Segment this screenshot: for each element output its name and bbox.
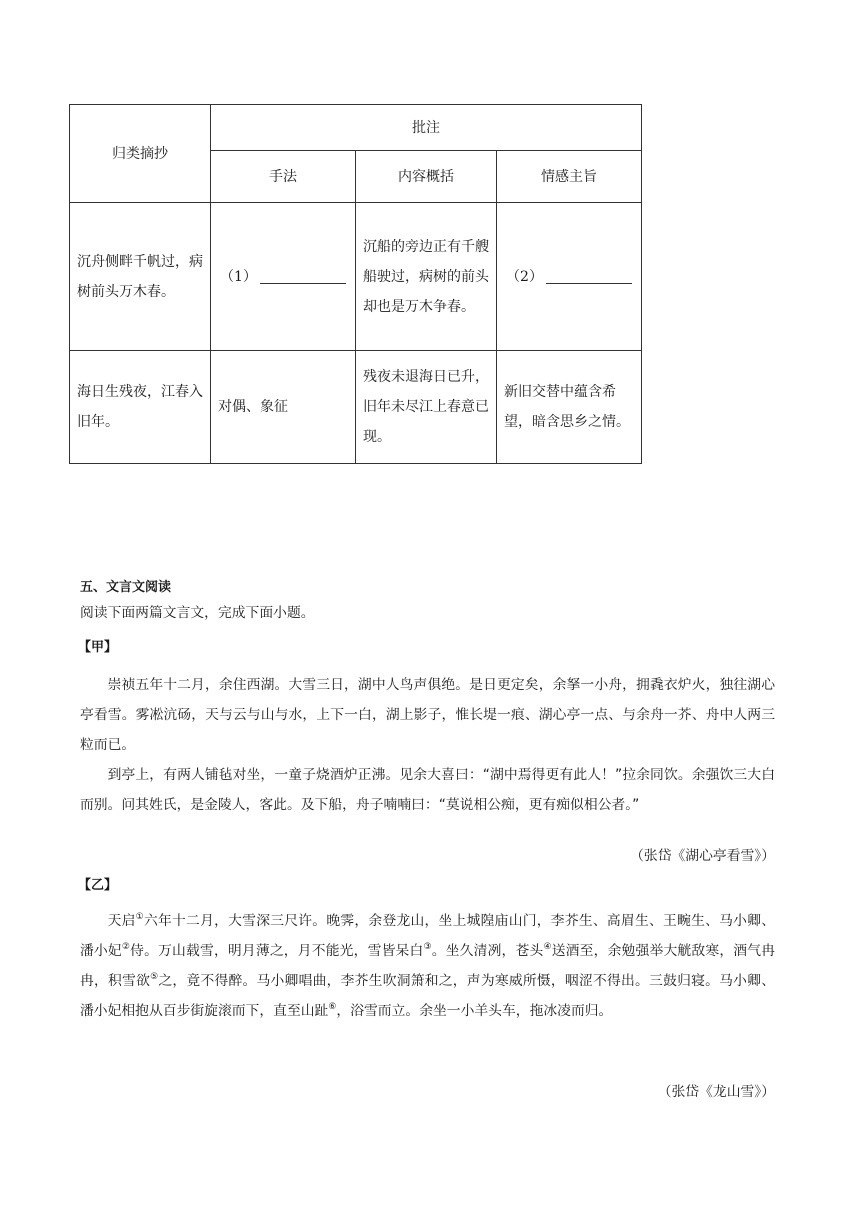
passage-a-paragraph-2: 到亭上，有两人铺毡对坐，一童子烧酒炉正沸。见余大喜曰：“湖中焉得更有此人！”拉余同饮。余强饮三大白而别。问其姓氏，是金陵人，客此。及下船，舟子喃喃曰：“莫说相公痴，更有痴似相公者。” [80, 767, 775, 813]
table-row [70, 351, 642, 464]
blank-label-1: （1） [220, 268, 257, 285]
passage-a-paragraph-1: 崇祯五年十二月，余住西湖。大雪三日，湖中人鸟声俱绝。是日更定矣，余拏一小舟，拥毳衣炉火，独往湖心亭看雪。雾凇沆砀，天与云与山与水，上下一白，湖上影子，惟长堤一痕、湖心亭一点、与余舟一芥、舟中人两三粒而已。 [80, 677, 775, 753]
summary-cell: 沉船的旁边正有千艘船驶过，病树的前头却也是万木争春。 [356, 203, 497, 351]
passage-a-label: 【甲】 [78, 640, 118, 655]
answer-blank-2[interactable] [546, 268, 632, 284]
footnote-ref: ① [135, 912, 144, 922]
header-emotion: 情感主旨 [497, 151, 642, 203]
header-annotation: 批注 [211, 105, 642, 151]
header-summary: 内容概括 [356, 151, 497, 203]
footnote-ref: ④ [543, 942, 552, 952]
method-cell [211, 203, 356, 351]
annotation-table [69, 104, 642, 464]
passage-b-label: 【乙】 [78, 878, 118, 893]
section-instruction: 阅读下面两篇文言文，完成下面小题。 [80, 605, 315, 621]
emotion-cell: 新旧交替中蕴含希望，暗含思乡之情。 [497, 351, 642, 464]
header-excerpt: 归类摘抄 [70, 105, 211, 203]
footnote-ref: ⑥ [328, 1002, 337, 1012]
table-row [70, 203, 642, 351]
summary-cell: 残夜未退海日已升，旧年未尽江上春意已现。 [356, 351, 497, 464]
section-title: 五、文言文阅读 [80, 580, 172, 595]
passage-b-body [80, 906, 775, 1026]
excerpt-cell: 海日生残夜，江春入旧年。 [70, 351, 211, 464]
footnote-ref: ⑤ [150, 972, 159, 982]
blank-label-2: （2） [506, 268, 543, 285]
passage-b-source: （张岱《龙山雪》） [657, 1084, 775, 1100]
passage-a-body [80, 670, 775, 820]
excerpt-cell: 沉舟侧畔千帆过，病树前头万木春。 [70, 203, 211, 351]
method-cell: 对偶、象征 [211, 351, 356, 464]
passage-a-source: （张岱《湖心亭看雪》） [630, 848, 775, 864]
footnote-ref: ② [121, 942, 131, 952]
answer-blank-1[interactable] [260, 268, 346, 284]
footnote-ref: ③ [423, 942, 432, 952]
header-method: 手法 [211, 151, 356, 203]
passage-b-paragraph: 天启①六年十二月，大雪深三尺许。晚霁，余登龙山，坐上城隍庙山门，李芥生、高眉生、王畹生、马小卿、潘小妃②侍。万山载雪，明月薄之，月不能光，雪皆呆白③。坐久清冽，苍头④送酒至，余勉强举大觥敌寒，酒气冉冉，积雪欲⑤之，竟不得醉。马小卿唱曲，李芥生吹洞箫和之，声为寒威所慑，咽涩不得出。三鼓归寝。马小卿、潘小妃相抱从百步街旋滚而下，直至山趾⑥，浴雪而立。余坐一小羊头车，拖冰凌而归。 [80, 912, 776, 1019]
emotion-cell [497, 203, 642, 351]
